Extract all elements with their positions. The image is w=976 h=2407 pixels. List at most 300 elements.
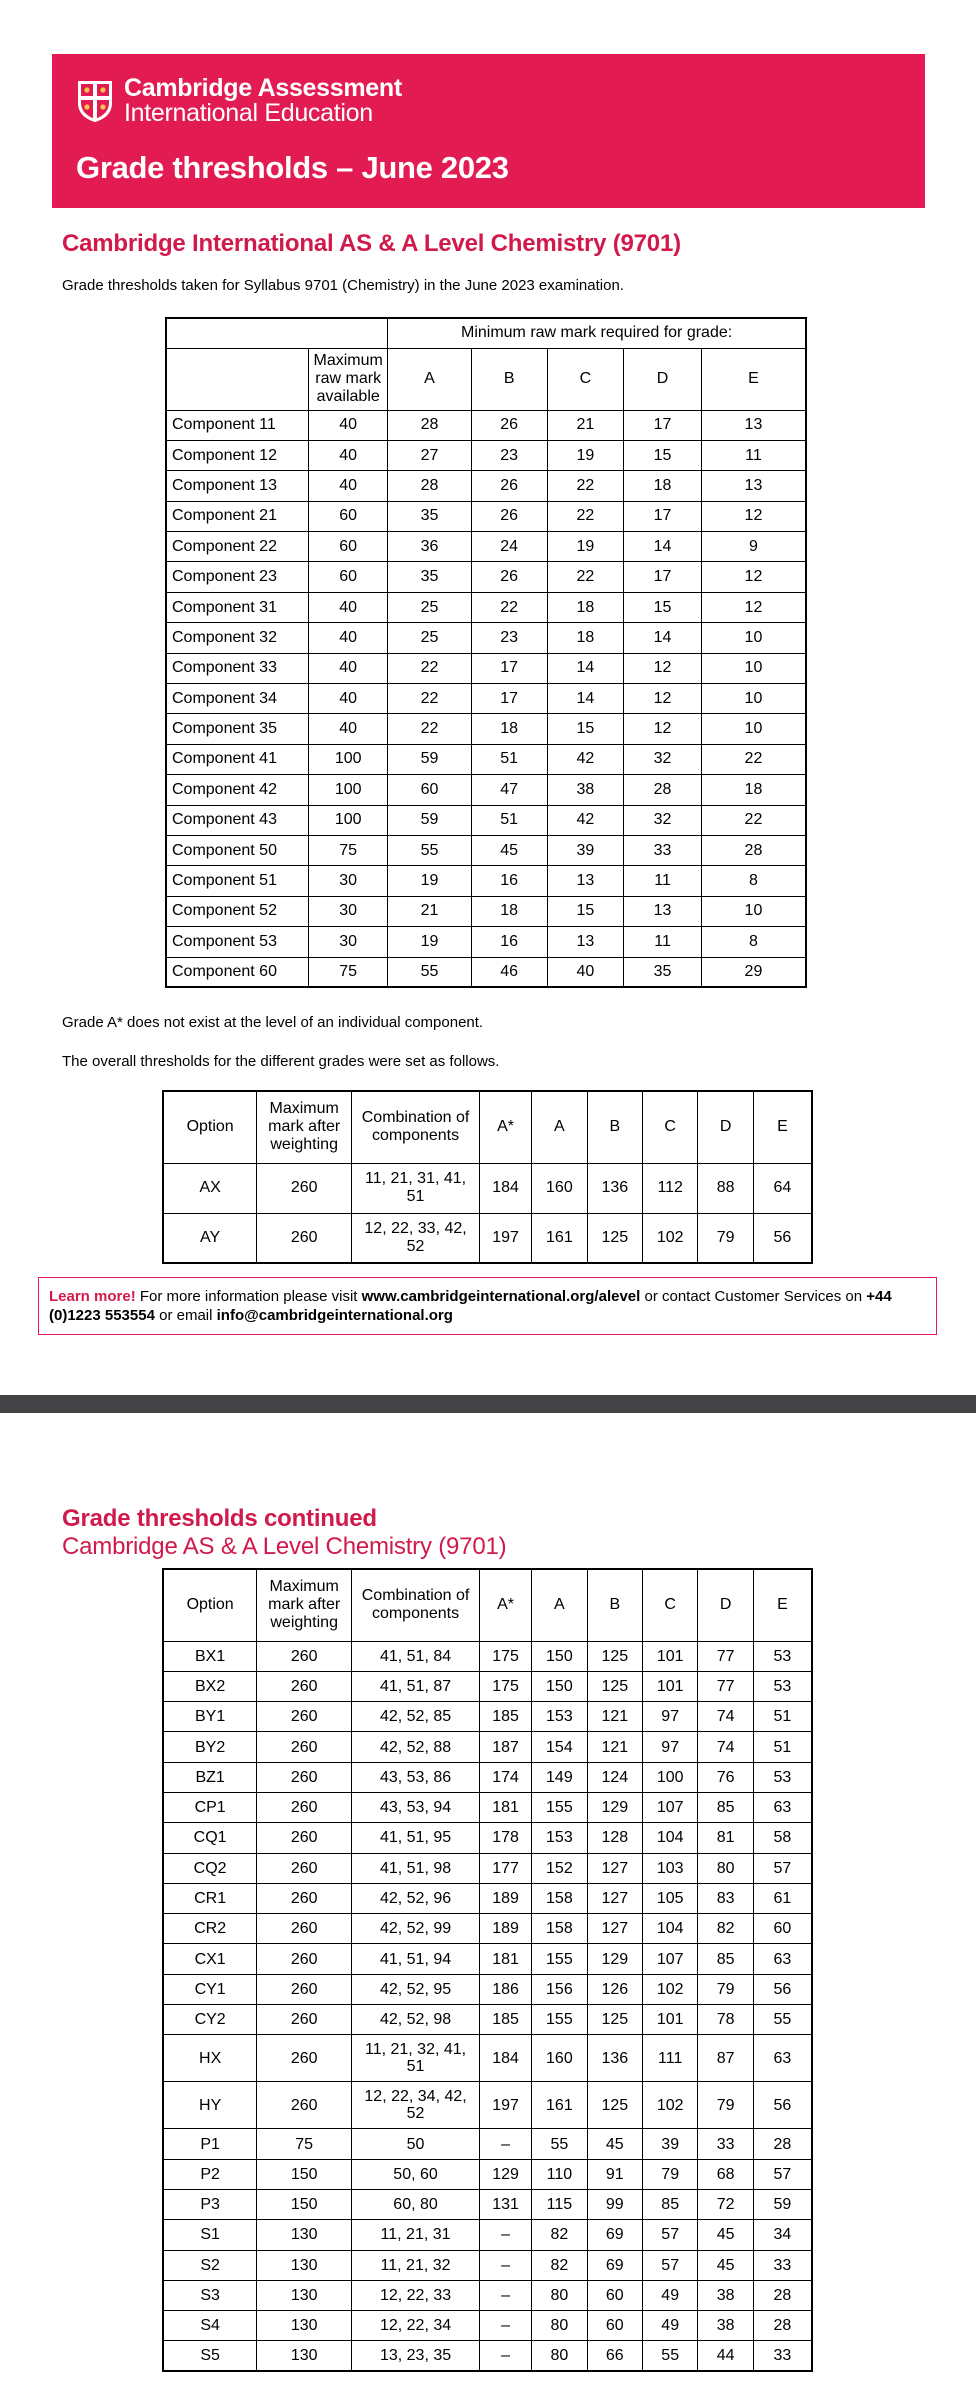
column-header: D [698,1569,753,1641]
table-cell: 23 [471,623,547,653]
table-cell: – [479,2129,531,2159]
table-cell: 36 [388,532,472,562]
column-header: A [532,1091,587,1163]
table-cell: 42, 52, 95 [352,1974,480,2004]
table-cell: 156 [532,1974,587,2004]
table-cell: 154 [532,1732,587,1762]
table-cell: 42, 52, 98 [352,2005,480,2035]
table-cell: 149 [532,1762,587,1792]
table-cell: 130 [257,2311,352,2341]
table-cell: 8 [701,866,806,896]
option-code: BX2 [163,1671,257,1701]
option-code: P2 [163,2159,257,2189]
table-cell: 82 [532,2220,587,2250]
table-cell: 189 [479,1914,531,1944]
table-cell: 136 [587,1163,642,1213]
table-cell: 46 [471,957,547,987]
option-code: HY [163,2082,257,2129]
table-cell: 63 [753,1944,812,1974]
table-cell: 34 [753,2220,812,2250]
table-cell: 53 [753,1641,812,1671]
table-cell: 60 [587,2311,642,2341]
table-cell: 38 [698,2311,753,2341]
table-cell: 184 [479,1163,531,1213]
table-cell: – [479,2311,531,2341]
table-row [163,2220,812,2250]
table-cell: 260 [257,2082,352,2129]
table-cell: 178 [479,1823,531,1853]
header-blank [166,318,388,348]
table-cell: 40 [309,440,388,470]
option-code: CQ2 [163,1853,257,1883]
org-name-line1: Cambridge Assessment [124,74,402,102]
table-cell: 11 [624,866,702,896]
table-cell: 15 [624,440,702,470]
table-cell: 57 [643,2220,698,2250]
table-row [163,1762,812,1792]
table-cell: 26 [471,562,547,592]
table-cell: 57 [753,2159,812,2189]
table-row [163,1853,812,1883]
table-cell: 29 [701,957,806,987]
table-cell: 35 [388,562,472,592]
table-cell: 260 [257,1671,352,1701]
table-cell: 10 [701,623,806,653]
table-cell: 260 [257,1163,352,1213]
table-cell: 260 [257,1823,352,1853]
table-cell: 30 [309,896,388,926]
table-cell: 60 [309,562,388,592]
table-cell: 197 [479,1213,531,1263]
table-cell: 124 [587,1762,642,1792]
table-cell: 129 [587,1944,642,1974]
table-cell: 121 [587,1732,642,1762]
component-name: Component 21 [166,501,309,531]
table-cell: 174 [479,1762,531,1792]
table-cell: 111 [643,2035,698,2082]
email-link[interactable]: info@cambridgeinternational.org [216,1307,453,1324]
table-cell: 15 [547,714,624,744]
table-row [166,835,806,865]
option-code: CX1 [163,1944,257,1974]
table-row [163,2129,812,2159]
option-code: BY1 [163,1702,257,1732]
column-header: Option [163,1091,257,1163]
table-cell: 11, 21, 32 [352,2250,480,2280]
option-code: CR2 [163,1914,257,1944]
option-code: CY1 [163,1974,257,2004]
table-cell: 125 [587,1641,642,1671]
table-cell: 150 [257,2189,352,2219]
table-cell: 18 [547,592,624,622]
overall-thresholds-table [162,1090,813,1264]
column-header: Maximum mark after weighting [257,1569,352,1641]
table-cell: 55 [388,957,472,987]
table-cell: 14 [624,623,702,653]
table-cell: 185 [479,2005,531,2035]
syllabus-title: Cambridge International AS & A Level Chemistry (9701) [62,230,681,257]
table-cell: 187 [479,1732,531,1762]
table-row [166,744,806,774]
table-cell: 12 [701,501,806,531]
option-code: CQ1 [163,1823,257,1853]
table-cell: 57 [643,2250,698,2280]
table-cell: 72 [698,2189,753,2219]
table-cell: 13, 23, 35 [352,2341,480,2371]
table-row [163,2341,812,2371]
option-code: CR1 [163,1883,257,1913]
component-name: Component 31 [166,592,309,622]
header-grade: D [624,348,702,410]
table-cell: 260 [257,1974,352,2004]
table-cell: 82 [532,2250,587,2280]
table-cell: 184 [479,2035,531,2082]
component-name: Component 43 [166,805,309,835]
banner-title: Grade thresholds – June 2023 [76,150,509,185]
table-cell: 8 [701,927,806,957]
table-cell: 28 [753,2280,812,2310]
table-cell: 175 [479,1671,531,1701]
table-cell: 16 [471,927,547,957]
table-row [166,562,806,592]
component-name: Component 12 [166,440,309,470]
table-cell: 9 [701,532,806,562]
table-cell: 260 [257,2005,352,2035]
table-cell: 12, 22, 33 [352,2280,480,2310]
table-cell: 18 [547,623,624,653]
table-cell: 12 [624,653,702,683]
table-row [163,2250,812,2280]
component-name: Component 35 [166,714,309,744]
table-row [163,1732,812,1762]
table-cell: 125 [587,2082,642,2129]
table-cell: 32 [624,744,702,774]
table-cell: 100 [643,1762,698,1792]
table-cell: 13 [547,866,624,896]
table-cell: 80 [532,2311,587,2341]
table-cell: 260 [257,1702,352,1732]
table-row [166,471,806,501]
table-cell: 260 [257,1732,352,1762]
table-cell: 79 [698,2082,753,2129]
table-cell: 79 [698,1213,753,1263]
table-cell: 24 [471,532,547,562]
component-name: Component 34 [166,684,309,714]
table-cell: 13 [701,410,806,440]
table-cell: 74 [698,1702,753,1732]
table-cell: 42, 52, 88 [352,1732,480,1762]
table-cell: 181 [479,1792,531,1822]
table-cell: 41, 51, 84 [352,1641,480,1671]
table-cell: 103 [643,1853,698,1883]
table-cell: 10 [701,714,806,744]
table-row [163,1792,812,1822]
table-cell: 150 [257,2159,352,2189]
option-code: CP1 [163,1792,257,1822]
table-cell: 160 [532,2035,587,2082]
table-cell: 17 [624,562,702,592]
table-cell: 55 [532,2129,587,2159]
table-cell: 28 [753,2129,812,2159]
table-cell: 150 [532,1641,587,1671]
table-cell: 130 [257,2220,352,2250]
table-row [163,2189,812,2219]
table-cell: 59 [388,805,472,835]
table-cell: 85 [643,2189,698,2219]
table-cell: 11, 21, 31, 41, 51 [352,1163,480,1213]
column-header: E [753,1091,812,1163]
option-code: S1 [163,2220,257,2250]
table-cell: 78 [698,2005,753,2035]
table-cell: 102 [643,2082,698,2129]
table-cell: 161 [532,2082,587,2129]
table-cell: 88 [698,1163,753,1213]
table-cell: – [479,2280,531,2310]
table-cell: 43, 53, 86 [352,1762,480,1792]
table-cell: – [479,2220,531,2250]
option-code: BY2 [163,1732,257,1762]
option-code: S3 [163,2280,257,2310]
option-code: HX [163,2035,257,2082]
table-row [166,623,806,653]
table-cell: 10 [701,653,806,683]
table-cell: 11 [701,440,806,470]
table-cell: 59 [753,2189,812,2219]
table-cell: 127 [587,1883,642,1913]
component-name: Component 52 [166,896,309,926]
table-cell: 100 [309,744,388,774]
header-grade: C [547,348,624,410]
table-cell: 100 [309,805,388,835]
website-link[interactable]: www.cambridgeinternational.org/alevel [361,1288,641,1305]
table-cell: 15 [547,896,624,926]
table-cell: 25 [388,592,472,622]
table-cell: 158 [532,1883,587,1913]
table-cell: 161 [532,1213,587,1263]
table-cell: 100 [309,775,388,805]
table-cell: 77 [698,1671,753,1701]
table-cell: 40 [309,653,388,683]
table-cell: 33 [698,2129,753,2159]
learn-more-box [38,1277,937,1335]
table-row [163,1163,812,1213]
option-code: BZ1 [163,1762,257,1792]
table-cell: 131 [479,2189,531,2219]
table-row [163,1702,812,1732]
table-cell: 75 [257,2129,352,2159]
table-cell: 102 [643,1213,698,1263]
table-cell: 25 [388,623,472,653]
table-cell: 21 [547,410,624,440]
table-cell: 16 [471,866,547,896]
table-cell: 68 [698,2159,753,2189]
component-name: Component 33 [166,653,309,683]
component-name: Component 22 [166,532,309,562]
option-code: CY2 [163,2005,257,2035]
column-header: A* [479,1091,531,1163]
table-row [166,532,806,562]
table-cell: 85 [698,1944,753,1974]
table-cell: 17 [471,653,547,683]
table-cell: 45 [587,2129,642,2159]
header-banner [52,54,925,208]
table-cell: 60, 80 [352,2189,480,2219]
table-cell: 127 [587,1914,642,1944]
table-cell: 55 [643,2341,698,2371]
table-cell: 18 [471,714,547,744]
table-cell: 74 [698,1732,753,1762]
table-cell: 15 [624,592,702,622]
table-cell: 121 [587,1702,642,1732]
header-grade: E [701,348,806,410]
table-cell: 28 [701,835,806,865]
option-code: P3 [163,2189,257,2219]
table-cell: 127 [587,1853,642,1883]
table-row [166,805,806,835]
column-header: A* [479,1569,531,1641]
table-cell: 21 [388,896,472,926]
table-cell: 115 [532,2189,587,2219]
table-cell: 11, 21, 32, 41, 51 [352,2035,480,2082]
component-name: Component 11 [166,410,309,440]
header-max-mark: Maximum raw mark available [309,348,388,410]
table-cell: 61 [753,1883,812,1913]
table-cell: 30 [309,927,388,957]
table-cell: 60 [388,775,472,805]
table-cell: 66 [587,2341,642,2371]
table-cell: 19 [547,532,624,562]
table-cell: 189 [479,1883,531,1913]
cambridge-crest-icon [76,79,114,123]
table-row [163,1641,812,1671]
table-cell: 42 [547,744,624,774]
table-cell: 45 [698,2220,753,2250]
option-code: AY [163,1213,257,1263]
table-row [163,2035,812,2082]
header-component-blank [166,348,309,410]
table-cell: 26 [471,471,547,501]
table-row [166,410,806,440]
table-cell: 79 [643,2159,698,2189]
table-cell: 22 [547,471,624,501]
table-cell: 18 [701,775,806,805]
table-cell: 53 [753,1671,812,1701]
column-header: A [532,1569,587,1641]
table-cell: 260 [257,1641,352,1671]
table-cell: 130 [257,2250,352,2280]
table-cell: 19 [547,440,624,470]
table-row [166,927,806,957]
table-cell: 104 [643,1914,698,1944]
table-cell: 76 [698,1762,753,1792]
table-row [166,775,806,805]
table-cell: 51 [471,744,547,774]
table-cell: 50 [352,2129,480,2159]
table-cell: 40 [309,592,388,622]
table-row [163,1823,812,1853]
table-cell: 97 [643,1732,698,1762]
column-header: Combination of components [352,1091,480,1163]
option-code: AX [163,1163,257,1213]
option-code: S5 [163,2341,257,2371]
table-cell: 175 [479,1641,531,1671]
page-separator [0,1395,976,1413]
table-cell: 43, 53, 94 [352,1792,480,1822]
table-cell: 75 [309,835,388,865]
grade-group-header: Minimum raw mark required for grade: [388,318,806,348]
learn-more-text: or contact Customer Services on [640,1288,867,1305]
table-cell: 38 [547,775,624,805]
table-cell: 14 [547,684,624,714]
component-name: Component 32 [166,623,309,653]
org-name-line2: International Education [124,99,373,127]
table-cell: 38 [698,2280,753,2310]
table-cell: 77 [698,1641,753,1671]
table-cell: 47 [471,775,547,805]
component-name: Component 23 [166,562,309,592]
table-row [163,2005,812,2035]
table-cell: 17 [624,501,702,531]
column-header: B [587,1091,642,1163]
table-cell: 13 [547,927,624,957]
table-cell: 102 [643,1974,698,2004]
table-cell: 260 [257,1853,352,1883]
table-cell: 97 [643,1702,698,1732]
table-cell: – [479,2250,531,2280]
table-cell: 40 [309,623,388,653]
phone-number: +44 (0)1223 553554 [49,1288,892,1324]
table-cell: 260 [257,1762,352,1792]
table-cell: 125 [587,1671,642,1701]
table-cell: 10 [701,896,806,926]
table-cell: 101 [643,1671,698,1701]
table-cell: 51 [471,805,547,835]
table-cell: 80 [698,1853,753,1883]
table-cell: 28 [753,2311,812,2341]
table-row [166,866,806,896]
table-cell: 58 [753,1823,812,1853]
column-header: D [698,1091,753,1163]
table-cell: 22 [547,562,624,592]
table-cell: 22 [547,501,624,531]
table-cell: 49 [643,2311,698,2341]
table-cell: 45 [698,2250,753,2280]
table-cell: 56 [753,2082,812,2129]
table-cell: 33 [753,2250,812,2280]
table-cell: 13 [701,471,806,501]
table-cell: 41, 51, 98 [352,1853,480,1883]
component-name: Component 60 [166,957,309,987]
table-cell: 126 [587,1974,642,2004]
table-row [163,1213,812,1263]
table-cell: 101 [643,2005,698,2035]
table-cell: 153 [532,1823,587,1853]
table-cell: 26 [471,410,547,440]
table-cell: 13 [624,896,702,926]
table-cell: 129 [587,1792,642,1822]
table-cell: 22 [388,653,472,683]
component-thresholds-table [165,317,807,988]
table-cell: 41, 51, 87 [352,1671,480,1701]
table-cell: 17 [471,684,547,714]
table-row [166,653,806,683]
table-cell: 50, 60 [352,2159,480,2189]
table-cell: 41, 51, 95 [352,1823,480,1853]
table-cell: 79 [698,1974,753,2004]
table-cell: 12 [701,592,806,622]
table-cell: 125 [587,2005,642,2035]
table-cell: 60 [309,501,388,531]
